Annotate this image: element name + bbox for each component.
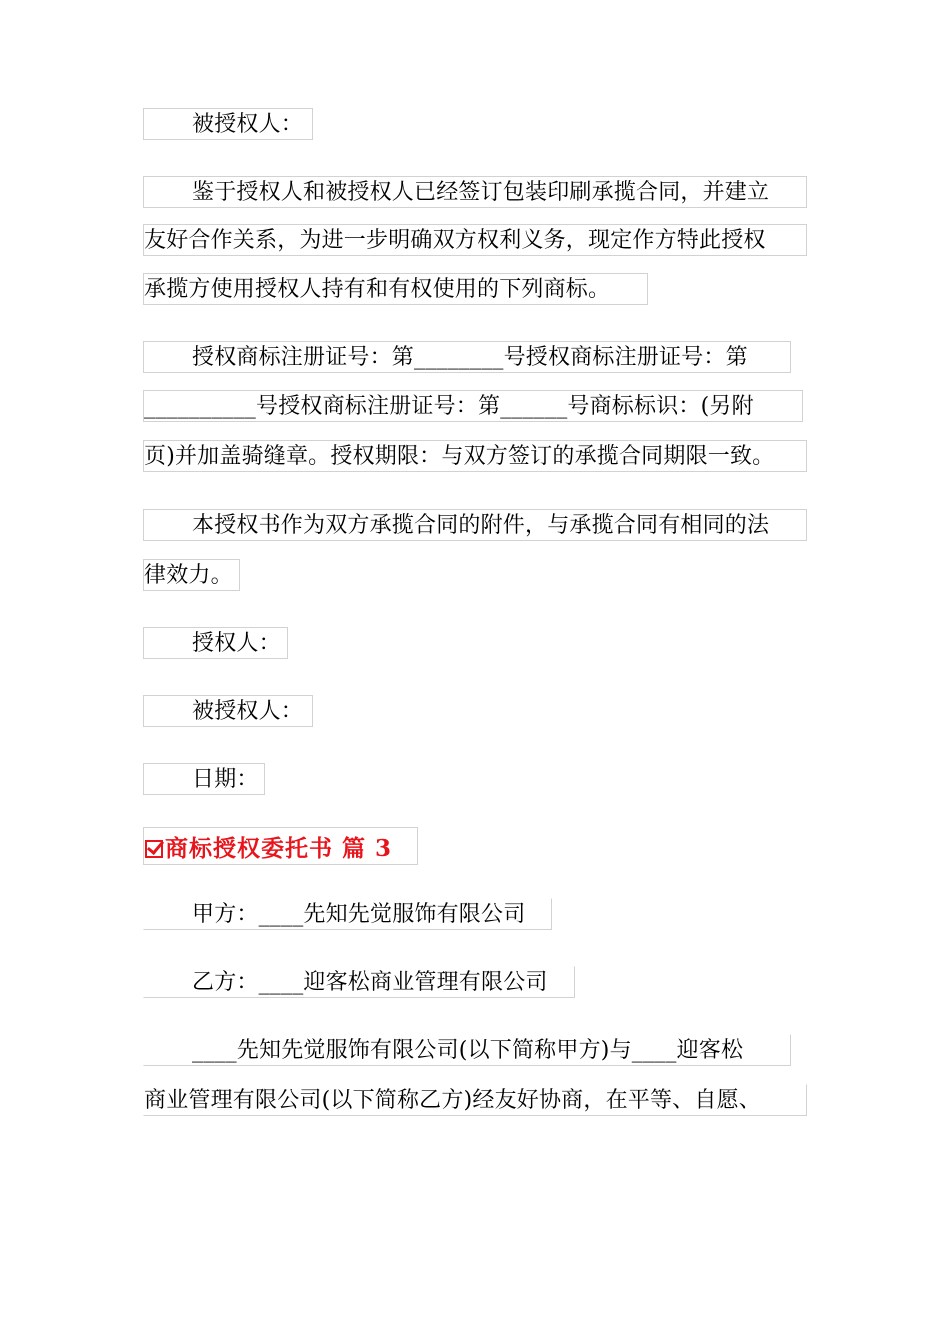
- paragraph-line: 商业管理有限公司(以下简称乙方)经友好协商，在平等、自愿、: [143, 1084, 807, 1116]
- paragraph-line: 本授权书作为双方承揽合同的附件，与承揽合同有相同的法: [143, 509, 807, 541]
- party-a-line: 甲方：____先知先觉服饰有限公司: [143, 898, 552, 930]
- party-b-line: 乙方：____迎客松商业管理有限公司: [143, 966, 575, 998]
- grantee-signature-label: 被授权人：: [143, 695, 313, 727]
- paragraph-line: __________号授权商标注册证号：第______号商标标识：(另附: [143, 390, 803, 422]
- grantor-signature-label: 授权人：: [143, 627, 288, 659]
- section-heading: [143, 827, 418, 865]
- section-heading-text: 商标授权委托书 篇 3: [165, 834, 393, 862]
- paragraph-line: 承揽方使用授权人持有和有权使用的下列商标。: [143, 273, 648, 305]
- paragraph-line: 律效力。: [143, 559, 240, 591]
- grantee-label: 被授权人：: [143, 108, 313, 140]
- paragraph-line: 页)并加盖骑缝章。授权期限：与双方签订的承揽合同期限一致。: [143, 440, 807, 472]
- paragraph-line: 授权商标注册证号：第________号授权商标注册证号：第: [143, 341, 791, 373]
- paragraph-line: 鉴于授权人和被授权人已经签订包装印刷承揽合同，并建立: [143, 176, 807, 208]
- paragraph-line: ____先知先觉服饰有限公司(以下简称甲方)与____迎客松: [143, 1034, 791, 1066]
- date-label: 日期：: [143, 763, 265, 795]
- paragraph-line: 友好合作关系，为进一步明确双方权利义务，现定作方特此授权: [143, 224, 807, 256]
- checkbox-checked-icon: [145, 840, 163, 858]
